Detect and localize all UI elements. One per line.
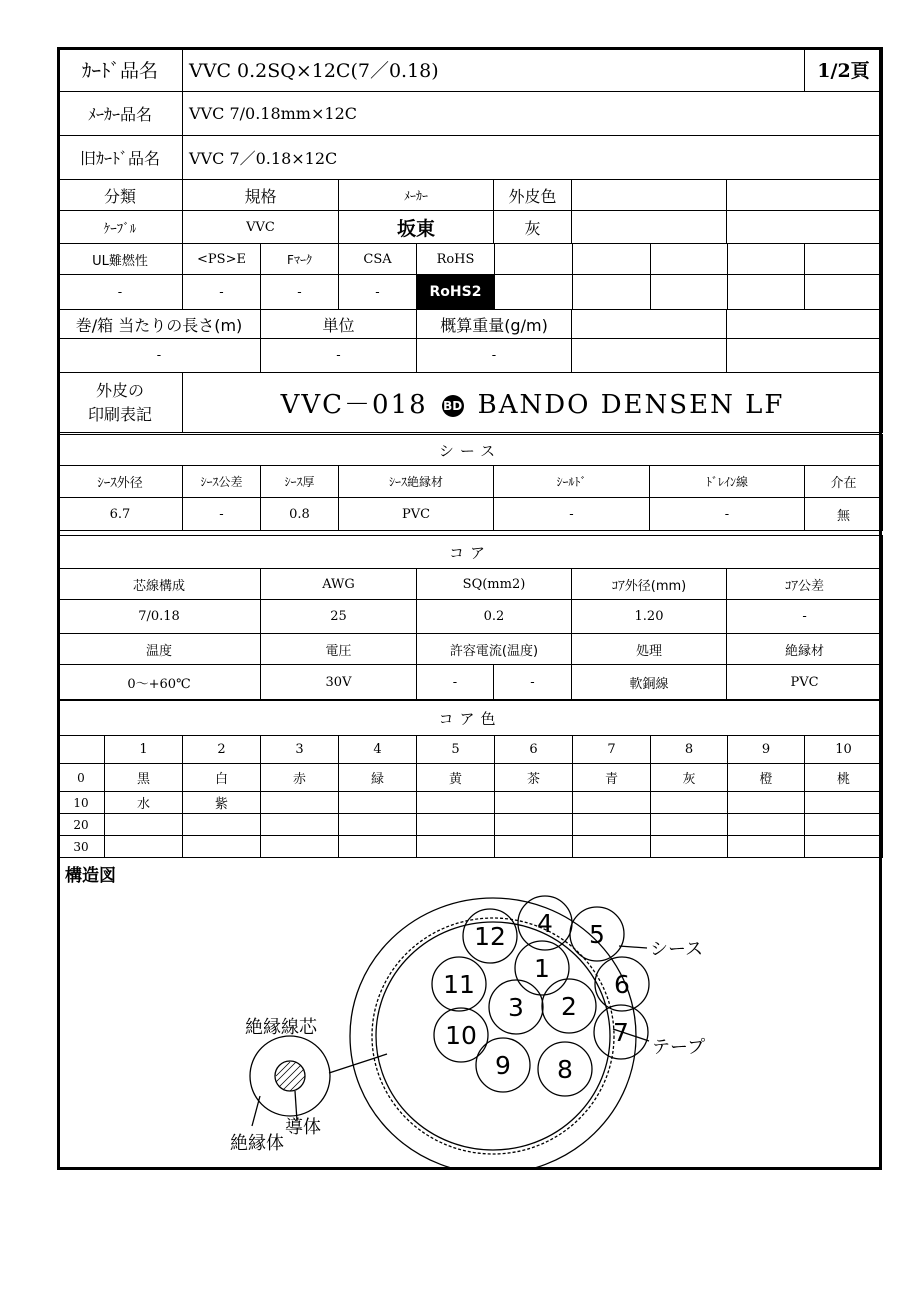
core-color-cell: 橙 [728, 764, 805, 792]
empty-cell [573, 275, 651, 310]
core-value: 1.20 [572, 600, 727, 634]
core-color-table [57, 700, 883, 858]
core-color-cell [495, 814, 573, 836]
core-number-label: 8 [557, 1055, 573, 1084]
class-header: 分類 [58, 180, 183, 211]
cert-header: UL難燃性 [58, 244, 183, 275]
sheath-inner-circle [376, 922, 610, 1150]
core-color-cell [339, 792, 417, 814]
core-number-label: 1 [534, 954, 550, 983]
sheath-header: ｼｰｽ公差 [183, 466, 261, 498]
core-color-cell [651, 814, 728, 836]
core-number-label: 7 [613, 1018, 629, 1047]
sheath-header: 介在 [805, 466, 883, 498]
core-header: 芯線構成 [58, 569, 261, 600]
sheath-value: - [494, 498, 650, 531]
certification-table [57, 243, 883, 310]
cert-value: - [339, 275, 417, 310]
sheath-value: 無 [805, 498, 883, 531]
core-color-row-label: 30 [58, 836, 105, 858]
core-header: ｺｱ外径(mm) [572, 569, 727, 600]
core-color-cell: 茶 [495, 764, 573, 792]
card-name-value: VVC 0.2SQ×12C(7／0.18) [183, 48, 805, 92]
empty-cell [805, 244, 883, 275]
core-number-label: 10 [445, 1021, 477, 1050]
core-header: 許容電流(温度) [417, 634, 572, 665]
core-color-col-header: 10 [805, 736, 883, 764]
class-value: VVC [183, 211, 339, 244]
core-color-cell: 灰 [651, 764, 728, 792]
core-color-cell: 黄 [417, 764, 495, 792]
packaging-value: - [417, 339, 572, 373]
empty-cell [805, 275, 883, 310]
core-color-col-header: 2 [183, 736, 261, 764]
core-color-cell [261, 792, 339, 814]
core-header: 電圧 [261, 634, 417, 665]
structure-diagram [57, 851, 882, 1170]
core-color-cell [183, 814, 261, 836]
core-color-col-header: 7 [573, 736, 651, 764]
class-value: 灰 [494, 211, 572, 244]
empty-cell [572, 310, 727, 339]
core-color-cell: 紫 [183, 792, 261, 814]
insulator-leader-line [252, 1096, 260, 1126]
packaging-header: 単位 [261, 310, 417, 339]
core-color-col-header: 4 [339, 736, 417, 764]
empty-cell [572, 180, 727, 211]
print-marking-label-line2: 印刷表記 [87, 404, 152, 424]
core-color-cell: 赤 [261, 764, 339, 792]
empty-cell [727, 339, 883, 373]
core-color-body [58, 764, 883, 858]
core-value: PVC [727, 665, 883, 700]
core-header: ｺｱ公差 [727, 569, 883, 600]
sheath-header: ｼｰｽ絶縁材 [339, 466, 494, 498]
packaging-header: 概算重量(g/m) [417, 310, 572, 339]
core-value: - [727, 600, 883, 634]
classification-table [57, 179, 883, 244]
empty-cell [728, 244, 805, 275]
core-header: 処理 [572, 634, 727, 665]
cert-header: RoHS [417, 244, 495, 275]
core-value: 25 [261, 600, 417, 634]
insulator-callout-label: 絶縁体 [230, 1133, 284, 1154]
packaging-header: 巻/箱 当たりの長さ(m) [58, 310, 261, 339]
empty-cell [573, 244, 651, 275]
core-color-col-header: 6 [495, 736, 573, 764]
sheath-value: PVC [339, 498, 494, 531]
sheath-value: 0.8 [261, 498, 339, 531]
header-table [57, 47, 883, 92]
sheath-header: ﾄﾞﾚｲﾝ線 [650, 466, 805, 498]
core-value: - [494, 665, 572, 700]
core-value: 7/0.18 [58, 600, 261, 634]
core-color-cell [573, 814, 651, 836]
print-text-part1: VVC－018 [280, 390, 428, 420]
conductor-callout-label: 導体 [285, 1117, 321, 1138]
core-value: - [417, 665, 494, 700]
core-color-cell: 水 [105, 792, 183, 814]
bando-logo-icon: BD [442, 395, 464, 417]
tape-callout-label: テープ [652, 1037, 706, 1058]
core-labels [443, 909, 630, 1084]
empty-cell [727, 180, 883, 211]
core-color-row-label: 20 [58, 814, 105, 836]
core-color-cell [417, 814, 495, 836]
core-color-col-header: 5 [417, 736, 495, 764]
core-color-row-label: 0 [58, 764, 105, 792]
empty-cell [58, 736, 105, 764]
core-color-cell: 白 [183, 764, 261, 792]
core-number-label: 5 [589, 920, 605, 949]
structure-title: 構造図 [65, 866, 116, 886]
print-marking-label [58, 373, 183, 433]
core-number-label: 4 [537, 909, 553, 938]
sheath-header: ｼｰﾙﾄﾞ [494, 466, 650, 498]
page-number: 1/2頁 [805, 48, 883, 92]
print-marking-text [183, 373, 883, 433]
sheath-title: シース [58, 435, 883, 466]
cert-header: Fﾏｰｸ [261, 244, 339, 275]
core-color-row [58, 814, 883, 836]
core-header: AWG [261, 569, 417, 600]
empty-cell [728, 275, 805, 310]
insulated-core-callout-label: 絶縁線芯 [245, 1017, 317, 1038]
core-color-cell [728, 792, 805, 814]
core-color-cell [105, 814, 183, 836]
core-color-cell [339, 814, 417, 836]
empty-cell [727, 310, 883, 339]
empty-cell [495, 275, 573, 310]
cert-header: CSA [339, 244, 417, 275]
core-number-label: 3 [508, 993, 524, 1022]
packaging-value: - [58, 339, 261, 373]
core-color-col-header: 1 [105, 736, 183, 764]
core-color-row-label: 10 [58, 792, 105, 814]
sheath-callout-label: シース [650, 939, 704, 960]
maker-name-label: ﾒｰｶｰ品名 [58, 92, 183, 136]
core-color-cell: 緑 [339, 764, 417, 792]
core-value: 0.2 [417, 600, 572, 634]
maker-table [57, 91, 883, 180]
core-header: SQ(mm2) [417, 569, 572, 600]
core-color-cell: 青 [573, 764, 651, 792]
cert-value: - [183, 275, 261, 310]
core-value: 軟銅線 [572, 665, 727, 700]
core-value: 0～+60℃ [58, 665, 261, 700]
core-number-label: 9 [495, 1051, 511, 1080]
core-color-cell [417, 792, 495, 814]
core-color-cell [651, 792, 728, 814]
core-color-col-header: 8 [651, 736, 728, 764]
empty-cell [651, 244, 728, 275]
core-color-cell [495, 792, 573, 814]
class-value: ｹｰﾌﾞﾙ [58, 211, 183, 244]
sheath-leader-line [619, 946, 647, 948]
core-color-cell [573, 792, 651, 814]
old-card-name-value: VVC 7／0.18×12C [183, 136, 883, 180]
core-color-cell [805, 814, 883, 836]
core-header: 絶縁材 [727, 634, 883, 665]
core-color-row [58, 764, 883, 792]
core-header: 温度 [58, 634, 261, 665]
print-text-part2: BANDO DENSEN LF [477, 390, 785, 420]
core-number-label: 11 [443, 970, 475, 999]
core-value: 30V [261, 665, 417, 700]
sheath-header: ｼｰｽ外径 [58, 466, 183, 498]
core-number-label: 6 [614, 970, 630, 999]
core-table [57, 535, 883, 700]
rohs-badge: RoHS2 [417, 275, 495, 310]
core-color-cell: 桃 [805, 764, 883, 792]
core-color-col-header: 9 [728, 736, 805, 764]
core-color-cell: 黒 [105, 764, 183, 792]
core-number-label: 2 [561, 992, 577, 1021]
cert-value: - [58, 275, 183, 310]
card-name-label: ｶｰﾄﾞ品名 [58, 48, 183, 92]
print-marking-label-line1: 外皮の [95, 380, 144, 400]
empty-cell [572, 339, 727, 373]
sheath-value: - [183, 498, 261, 531]
core-color-cell [728, 814, 805, 836]
maker-name-value: VVC 7/0.18mm×12C [183, 92, 883, 136]
class-header: 規格 [183, 180, 339, 211]
packaging-value: - [261, 339, 417, 373]
core-leader-line [329, 1054, 387, 1073]
empty-cell [727, 211, 883, 244]
cert-header: <PS>E [183, 244, 261, 275]
class-header: ﾒｰｶｰ [339, 180, 494, 211]
core-color-col-header: 3 [261, 736, 339, 764]
sheath-value: - [650, 498, 805, 531]
empty-cell [651, 275, 728, 310]
core-color-header-row [58, 736, 883, 764]
old-card-name-label: 旧ｶｰﾄﾞ品名 [58, 136, 183, 180]
class-value: 坂東 [339, 211, 494, 244]
core-color-cell [261, 814, 339, 836]
core-color-title: コア色 [58, 701, 883, 736]
packaging-table [57, 309, 883, 373]
sheath-header: ｼｰｽ厚 [261, 466, 339, 498]
core-title: コア [58, 536, 883, 569]
cable-cross-section [57, 851, 882, 1167]
sheath-value: 6.7 [58, 498, 183, 531]
empty-cell [495, 244, 573, 275]
cert-value: - [261, 275, 339, 310]
core-number-label: 12 [474, 922, 506, 951]
sheath-table [57, 434, 883, 531]
print-marking-table [57, 372, 883, 433]
class-header: 外皮色 [494, 180, 572, 211]
empty-cell [572, 211, 727, 244]
core-color-cell [805, 792, 883, 814]
core-color-row [58, 792, 883, 814]
